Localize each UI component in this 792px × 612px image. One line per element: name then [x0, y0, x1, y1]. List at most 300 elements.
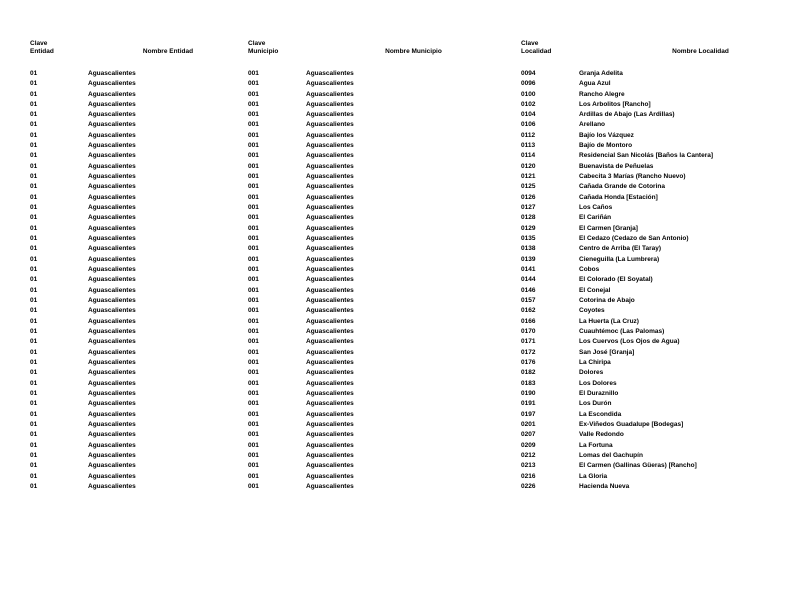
cell-clave-entidad: 01 [30, 390, 38, 398]
cell-nombre-municipio: Aguascalientes [306, 121, 354, 129]
column-header-nombre-localidad [579, 40, 792, 68]
table-row [30, 316, 792, 326]
cell-nombre-entidad: Aguascalientes [88, 348, 136, 356]
cell-nombre-entidad: Aguascalientes [88, 224, 136, 232]
cell-nombre-municipio: Aguascalientes [306, 400, 354, 408]
cell-nombre-municipio: Aguascalientes [306, 204, 354, 212]
table-row [30, 68, 792, 78]
cell-clave-localidad: 0102 [521, 100, 536, 108]
cell-clave-entidad: 01 [30, 421, 38, 428]
cell-clave-municipio: 001 [248, 193, 259, 201]
cell-nombre-entidad: Aguascalientes [88, 100, 136, 108]
cell-nombre-localidad: Los Caños [579, 204, 613, 212]
cell-clave-localidad: 0209 [521, 441, 536, 449]
cell-nombre-localidad: Cieneguilla (La Lumbrera) [579, 255, 660, 263]
cell-nombre-municipio: Aguascalientes [306, 379, 354, 387]
cell-clave-localidad: 0183 [521, 379, 536, 387]
cell-nombre-municipio: Aguascalientes [306, 338, 354, 346]
cell-clave-localidad: 0106 [521, 121, 536, 129]
cell-nombre-municipio: Aguascalientes [306, 410, 354, 418]
cell-nombre-entidad: Aguascalientes [88, 80, 136, 88]
cell-nombre-municipio: Aguascalientes [306, 462, 354, 470]
cell-clave-municipio: 001 [248, 100, 259, 108]
column-header-nombre-municipio [306, 40, 521, 68]
table-row [30, 264, 792, 274]
cell-nombre-entidad: Aguascalientes [88, 142, 136, 150]
cell-clave-localidad: 0128 [521, 214, 536, 222]
cell-nombre-entidad: Aguascalientes [88, 328, 136, 336]
cell-clave-localidad: 0197 [521, 410, 536, 418]
cell-nombre-localidad: Arellano [579, 121, 606, 129]
table-row [30, 99, 792, 109]
cell-nombre-entidad: Aguascalientes [88, 111, 136, 119]
cell-nombre-entidad: Aguascalientes [88, 183, 136, 191]
table-row [30, 182, 792, 192]
cell-nombre-entidad: Aguascalientes [88, 472, 136, 480]
cell-nombre-localidad: Cotorina de Abajo [579, 297, 635, 305]
cell-clave-entidad: 01 [30, 245, 38, 253]
cell-clave-localidad: 0170 [521, 328, 536, 336]
cell-clave-entidad: 01 [30, 400, 38, 408]
cell-clave-localidad: 0212 [521, 451, 536, 459]
cell-clave-localidad: 0120 [521, 162, 536, 170]
cell-nombre-entidad: Aguascalientes [88, 69, 136, 77]
cell-clave-localidad: 0135 [521, 235, 536, 243]
cell-clave-municipio: 001 [248, 359, 259, 367]
cell-clave-entidad: 01 [30, 472, 38, 480]
cell-clave-entidad: 01 [30, 142, 38, 150]
cell-nombre-entidad: Aguascalientes [88, 482, 136, 490]
cell-nombre-municipio: Aguascalientes [306, 451, 354, 459]
cell-clave-localidad: 0114 [521, 152, 536, 160]
cell-clave-localidad: 0172 [521, 348, 536, 356]
table-row [30, 161, 792, 171]
cell-clave-municipio: 001 [248, 379, 259, 387]
cell-nombre-localidad: Rancho Alegre [579, 90, 625, 98]
cell-clave-entidad: 01 [30, 441, 38, 449]
cell-clave-municipio: 001 [248, 183, 259, 191]
column-header-clave-entidad [30, 40, 88, 68]
cell-nombre-localidad: Bajío los Vázquez [579, 131, 634, 139]
cell-clave-entidad: 01 [30, 317, 38, 325]
cell-nombre-municipio: Aguascalientes [306, 69, 354, 77]
cell-nombre-municipio: Aguascalientes [306, 482, 354, 490]
cell-nombre-localidad: La Huerta (La Cruz) [579, 317, 639, 325]
cell-nombre-localidad: Cuauhtémoc (Las Palomas) [579, 328, 665, 336]
cell-clave-localidad: 0113 [521, 142, 536, 150]
cell-clave-localidad: 0139 [521, 255, 536, 263]
cell-nombre-localidad: El Cariñán [579, 214, 612, 222]
header-row [30, 40, 792, 68]
cell-clave-localidad: 0144 [521, 276, 536, 284]
header-line: Clave [30, 40, 48, 47]
cell-nombre-localidad: Ardillas de Abajo (Las Ardillas) [579, 111, 675, 119]
cell-clave-entidad: 01 [30, 90, 38, 98]
column-header-clave-municipio [248, 40, 306, 68]
cell-clave-entidad: 01 [30, 255, 38, 263]
cell-clave-entidad: 01 [30, 359, 38, 367]
cell-nombre-localidad: Los Arbolitos [Rancho] [579, 100, 651, 108]
cell-nombre-localidad: Centro de Arriba (El Taray) [579, 245, 661, 253]
cell-clave-localidad: 0126 [521, 193, 536, 201]
cell-nombre-municipio: Aguascalientes [306, 235, 354, 243]
cell-clave-entidad: 01 [30, 338, 38, 346]
cell-nombre-municipio: Aguascalientes [306, 317, 354, 325]
cell-nombre-localidad: La Fortuna [579, 441, 613, 449]
table-row [30, 141, 792, 151]
cell-nombre-entidad: Aguascalientes [88, 286, 136, 294]
cell-nombre-municipio: Aguascalientes [306, 421, 354, 428]
cell-clave-municipio: 001 [248, 328, 259, 336]
cell-nombre-municipio: Aguascalientes [306, 441, 354, 449]
cell-nombre-localidad: Coyotes [579, 307, 605, 315]
table-row [30, 203, 792, 213]
cell-nombre-entidad: Aguascalientes [88, 90, 136, 98]
cell-clave-localidad: 0104 [521, 111, 536, 119]
table-row [30, 419, 792, 429]
cell-nombre-municipio: Aguascalientes [306, 390, 354, 398]
cell-clave-municipio: 001 [248, 410, 259, 418]
cell-nombre-entidad: Aguascalientes [88, 379, 136, 387]
cell-clave-municipio: 001 [248, 121, 259, 129]
cell-clave-municipio: 001 [248, 400, 259, 408]
header-line: Entidad [30, 48, 54, 56]
cell-clave-entidad: 01 [30, 307, 38, 315]
cell-nombre-entidad: Aguascalientes [88, 410, 136, 418]
cell-nombre-municipio: Aguascalientes [306, 297, 354, 305]
cell-nombre-entidad: Aguascalientes [88, 400, 136, 408]
cell-nombre-municipio: Aguascalientes [306, 472, 354, 480]
cell-clave-entidad: 01 [30, 193, 38, 201]
cell-clave-municipio: 001 [248, 348, 259, 356]
cell-clave-entidad: 01 [30, 276, 38, 284]
cell-clave-municipio: 001 [248, 224, 259, 232]
cell-nombre-municipio: Aguascalientes [306, 214, 354, 222]
table-row [30, 399, 792, 409]
cell-nombre-entidad: Aguascalientes [88, 193, 136, 201]
cell-nombre-localidad: Granja Adelita [579, 69, 623, 77]
cell-nombre-entidad: Aguascalientes [88, 338, 136, 346]
cell-clave-municipio: 001 [248, 80, 259, 88]
cell-nombre-entidad: Aguascalientes [88, 121, 136, 129]
cell-nombre-entidad: Aguascalientes [88, 297, 136, 305]
table-row [30, 213, 792, 223]
cell-nombre-localidad: La Chiripa [579, 359, 611, 367]
table-row [30, 368, 792, 378]
table-row [30, 409, 792, 419]
cell-clave-entidad: 01 [30, 100, 38, 108]
table-row [30, 378, 792, 388]
header-line: Clave [521, 40, 539, 47]
cell-clave-entidad: 01 [30, 235, 38, 243]
cell-nombre-localidad: Agua Azul [579, 80, 611, 88]
table-row [30, 285, 792, 295]
cell-nombre-entidad: Aguascalientes [88, 255, 136, 263]
cell-nombre-entidad: Aguascalientes [88, 451, 136, 459]
cell-clave-municipio: 001 [248, 421, 259, 428]
table-row [30, 120, 792, 130]
table-row [30, 440, 792, 450]
cell-nombre-municipio: Aguascalientes [306, 183, 354, 191]
cell-clave-municipio: 001 [248, 317, 259, 325]
cell-clave-localidad: 0182 [521, 369, 536, 377]
cell-nombre-entidad: Aguascalientes [88, 204, 136, 212]
cell-nombre-localidad: El Duraznillo [579, 390, 619, 398]
cell-nombre-localidad: El Conejal [579, 286, 611, 294]
cell-clave-entidad: 01 [30, 482, 38, 490]
table-row [30, 275, 792, 285]
cell-nombre-localidad: El Carmen (Gallinas Güeras) [Rancho] [579, 462, 697, 470]
cell-nombre-entidad: Aguascalientes [88, 431, 136, 439]
cell-clave-municipio: 001 [248, 286, 259, 294]
cell-clave-municipio: 001 [248, 338, 259, 346]
cell-clave-entidad: 01 [30, 224, 38, 232]
table-header [30, 40, 792, 68]
cell-clave-entidad: 01 [30, 462, 38, 470]
cell-nombre-municipio: Aguascalientes [306, 328, 354, 336]
cell-clave-entidad: 01 [30, 451, 38, 459]
cell-nombre-municipio: Aguascalientes [306, 431, 354, 439]
cell-clave-municipio: 001 [248, 472, 259, 480]
cell-clave-municipio: 001 [248, 111, 259, 119]
table-row [30, 461, 792, 471]
cell-nombre-entidad: Aguascalientes [88, 421, 136, 428]
cell-nombre-entidad: Aguascalientes [88, 317, 136, 325]
cell-nombre-localidad: Lomas del Gachupín [579, 451, 643, 459]
cell-clave-localidad: 0166 [521, 317, 536, 325]
cell-nombre-localidad: El Cedazo (Cedazo de San Antonio) [579, 235, 689, 243]
cell-clave-localidad: 0176 [521, 359, 536, 367]
cell-clave-entidad: 01 [30, 369, 38, 377]
cell-nombre-municipio: Aguascalientes [306, 286, 354, 294]
cell-clave-localidad: 0213 [521, 462, 536, 470]
cell-nombre-localidad: Cabecita 3 Marías (Rancho Nuevo) [579, 173, 686, 181]
localities-table [30, 40, 792, 492]
cell-clave-entidad: 01 [30, 297, 38, 305]
table-row [30, 151, 792, 161]
header-line: Municipio [248, 48, 279, 56]
cell-clave-localidad: 0138 [521, 245, 536, 253]
header-line: Nombre Entidad [142, 48, 194, 56]
cell-nombre-localidad: Cobos [579, 266, 600, 274]
column-header-nombre-entidad [88, 40, 248, 68]
cell-nombre-municipio: Aguascalientes [306, 193, 354, 201]
cell-clave-entidad: 01 [30, 379, 38, 387]
cell-clave-entidad: 01 [30, 266, 38, 274]
cell-nombre-entidad: Aguascalientes [88, 266, 136, 274]
cell-nombre-entidad: Aguascalientes [88, 214, 136, 222]
cell-nombre-localidad: Bajío de Montoro [579, 142, 633, 150]
table-row [30, 234, 792, 244]
cell-nombre-localidad: Los Durón [579, 400, 612, 408]
cell-nombre-localidad: Valle Redondo [579, 431, 624, 439]
table-row [30, 223, 792, 233]
cell-clave-municipio: 001 [248, 173, 259, 181]
cell-clave-municipio: 001 [248, 90, 259, 98]
cell-clave-localidad: 0129 [521, 224, 536, 232]
cell-clave-entidad: 01 [30, 328, 38, 336]
table-row [30, 326, 792, 336]
header-line: Nombre Localidad [672, 48, 729, 56]
table-row [30, 388, 792, 398]
cell-nombre-municipio: Aguascalientes [306, 266, 354, 274]
cell-clave-municipio: 001 [248, 431, 259, 439]
cell-nombre-municipio: Aguascalientes [306, 173, 354, 181]
cell-nombre-municipio: Aguascalientes [306, 369, 354, 377]
cell-clave-localidad: 0216 [521, 472, 536, 480]
cell-clave-entidad: 01 [30, 121, 38, 129]
cell-nombre-localidad: Los Dolores [579, 379, 617, 387]
table-row [30, 89, 792, 99]
cell-nombre-entidad: Aguascalientes [88, 173, 136, 181]
cell-nombre-entidad: Aguascalientes [88, 276, 136, 284]
cell-clave-localidad: 0127 [521, 204, 536, 212]
cell-nombre-municipio: Aguascalientes [306, 307, 354, 315]
cell-clave-municipio: 001 [248, 245, 259, 253]
cell-nombre-localidad: Hacienda Nueva [579, 482, 630, 490]
cell-clave-municipio: 001 [248, 307, 259, 315]
cell-clave-localidad: 0125 [521, 183, 536, 191]
column-header-clave-localidad [521, 40, 579, 68]
table-row [30, 450, 792, 460]
table-row [30, 337, 792, 347]
cell-nombre-municipio: Aguascalientes [306, 359, 354, 367]
cell-clave-localidad: 0112 [521, 131, 536, 139]
table-row [30, 254, 792, 264]
cell-nombre-municipio: Aguascalientes [306, 142, 354, 150]
cell-clave-municipio: 001 [248, 482, 259, 490]
cell-nombre-entidad: Aguascalientes [88, 307, 136, 315]
cell-nombre-localidad: San José [Granja] [579, 348, 635, 356]
cell-nombre-entidad: Aguascalientes [88, 131, 136, 139]
cell-clave-municipio: 001 [248, 235, 259, 243]
header-line: Localidad [521, 48, 552, 56]
cell-clave-municipio: 001 [248, 390, 259, 398]
cell-clave-localidad: 0157 [521, 297, 536, 305]
cell-clave-localidad: 0171 [521, 338, 536, 346]
table-row [30, 192, 792, 202]
cell-nombre-municipio: Aguascalientes [306, 152, 354, 160]
cell-nombre-localidad: La Gloria [579, 472, 608, 480]
cell-nombre-municipio: Aguascalientes [306, 80, 354, 88]
cell-clave-localidad: 0191 [521, 400, 536, 408]
cell-clave-municipio: 001 [248, 441, 259, 449]
cell-nombre-municipio: Aguascalientes [306, 90, 354, 98]
cell-clave-entidad: 01 [30, 80, 38, 88]
cell-clave-localidad: 0146 [521, 286, 536, 294]
cell-nombre-municipio: Aguascalientes [306, 255, 354, 263]
cell-clave-municipio: 001 [248, 152, 259, 160]
cell-clave-entidad: 01 [30, 131, 38, 139]
cell-clave-localidad: 0190 [521, 390, 536, 398]
cell-clave-municipio: 001 [248, 162, 259, 170]
cell-clave-localidad: 0226 [521, 482, 536, 490]
cell-nombre-localidad: La Escondida [579, 410, 622, 418]
cell-nombre-municipio: Aguascalientes [306, 111, 354, 119]
cell-clave-entidad: 01 [30, 410, 38, 418]
header-line: Clave [248, 40, 266, 47]
cell-nombre-localidad: Cañada Grande de Cotorina [579, 183, 665, 191]
cell-clave-municipio: 001 [248, 369, 259, 377]
table-body [30, 68, 792, 491]
table-row [30, 357, 792, 367]
table-row [30, 481, 792, 491]
cell-nombre-municipio: Aguascalientes [306, 348, 354, 356]
cell-clave-localidad: 0201 [521, 421, 536, 428]
cell-clave-entidad: 01 [30, 348, 38, 356]
cell-clave-localidad: 0096 [521, 80, 536, 88]
cell-clave-entidad: 01 [30, 152, 38, 160]
cell-clave-municipio: 001 [248, 131, 259, 139]
table-row [30, 172, 792, 182]
cell-clave-municipio: 001 [248, 214, 259, 222]
cell-clave-localidad: 0094 [521, 69, 536, 77]
cell-clave-localidad: 0162 [521, 307, 536, 315]
cell-clave-municipio: 001 [248, 266, 259, 274]
cell-clave-entidad: 01 [30, 286, 38, 294]
cell-clave-entidad: 01 [30, 204, 38, 212]
cell-nombre-localidad: Residencial San Nicolás [Baños la Cantera] [579, 152, 714, 160]
cell-nombre-municipio: Aguascalientes [306, 162, 354, 170]
cell-clave-municipio: 001 [248, 142, 259, 150]
table-row [30, 306, 792, 316]
cell-nombre-municipio: Aguascalientes [306, 276, 354, 284]
table-row [30, 110, 792, 120]
cell-clave-localidad: 0141 [521, 266, 536, 274]
cell-clave-entidad: 01 [30, 214, 38, 222]
table-row [30, 79, 792, 89]
table-row [30, 130, 792, 140]
cell-nombre-municipio: Aguascalientes [306, 131, 354, 139]
cell-nombre-entidad: Aguascalientes [88, 162, 136, 170]
table-row [30, 430, 792, 440]
cell-nombre-localidad: Cañada Honda [Estación] [579, 193, 658, 201]
cell-clave-entidad: 01 [30, 162, 38, 170]
cell-clave-municipio: 001 [248, 276, 259, 284]
cell-nombre-entidad: Aguascalientes [88, 152, 136, 160]
cell-nombre-entidad: Aguascalientes [88, 390, 136, 398]
cell-nombre-localidad: Los Cuervos (Los Ojos de Agua) [579, 338, 680, 346]
cell-nombre-municipio: Aguascalientes [306, 100, 354, 108]
cell-nombre-entidad: Aguascalientes [88, 462, 136, 470]
table-row [30, 471, 792, 481]
cell-nombre-entidad: Aguascalientes [88, 369, 136, 377]
header-line: Nombre Municipio [385, 48, 442, 56]
table-row [30, 244, 792, 254]
cell-nombre-entidad: Aguascalientes [88, 359, 136, 367]
cell-nombre-entidad: Aguascalientes [88, 441, 136, 449]
cell-nombre-localidad: Buenavista de Peñuelas [579, 162, 654, 170]
cell-clave-localidad: 0207 [521, 431, 536, 439]
cell-nombre-municipio: Aguascalientes [306, 224, 354, 232]
cell-clave-entidad: 01 [30, 183, 38, 191]
cell-clave-entidad: 01 [30, 173, 38, 181]
cell-clave-municipio: 001 [248, 69, 259, 77]
cell-clave-entidad: 01 [30, 111, 38, 119]
cell-clave-municipio: 001 [248, 451, 259, 459]
table-row [30, 295, 792, 305]
cell-clave-municipio: 001 [248, 462, 259, 470]
cell-clave-localidad: 0121 [521, 173, 536, 181]
cell-nombre-localidad: El Carmen [Granja] [579, 224, 638, 232]
cell-nombre-localidad: El Colorado (El Soyatal) [579, 276, 653, 284]
cell-clave-localidad: 0100 [521, 90, 536, 98]
cell-clave-municipio: 001 [248, 204, 259, 212]
cell-clave-municipio: 001 [248, 255, 259, 263]
cell-clave-entidad: 01 [30, 431, 38, 439]
cell-nombre-localidad: Dolores [579, 369, 604, 377]
table-row [30, 347, 792, 357]
